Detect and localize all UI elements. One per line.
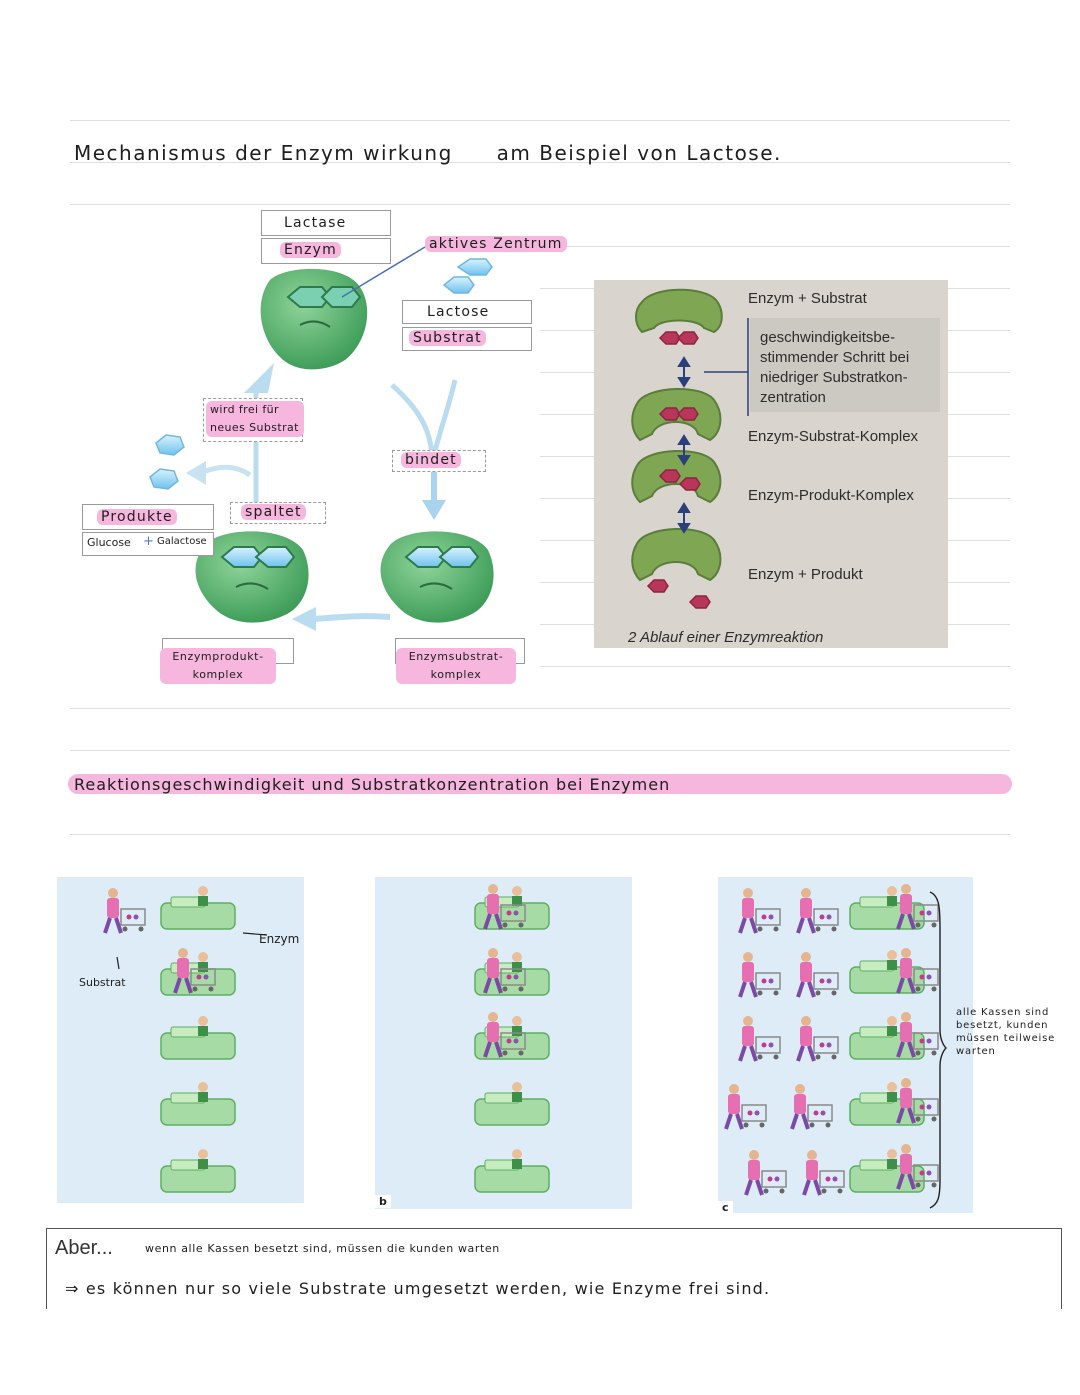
panel-a-enzyme-label: Enzym [259,932,300,946]
panel-c-letter: c [718,1201,733,1214]
panel-a [57,877,304,1203]
substrate-name: Lactose [427,304,490,320]
book-step-4: Enzym + Produkt [748,566,863,583]
book-rate-note: geschwindigkeitsbe-stimmender Schritt bei niedriger Substratkon-zentration [760,329,910,406]
section2-heading: Reaktionsgeschwindigkeit und Substratkonzentration bei Enzymen [74,775,671,794]
splits-label: spaltet [241,504,306,520]
book-step-2: Enzym-Substrat-Komplex [748,428,919,445]
title-heading: Mechanismus der Enzym wirkung [74,141,453,165]
free-label: wird frei für neues Substrat [206,401,304,437]
products-label: Produkte [97,509,177,525]
panel-a-substrate-label: Substrat [79,976,126,989]
summary-line2: ⇒ es können nur so viele Substrate umgesetzt werden, wie Enzyme frei sind. [65,1279,771,1298]
textbook-figure [594,280,948,648]
substrate-label-box [402,327,532,351]
panel-c-note: alle Kassen sind besetzt, kunden müssen teilweise warten [956,1007,1056,1057]
panel-b-letter: b [375,1195,391,1208]
binds-label: bindet [401,452,461,468]
substrate-name-box [402,300,532,324]
product-galactose: Galactose [157,536,207,547]
summary-line1: wenn alle Kassen besetzt sind, müssen die kunden warten [145,1242,500,1255]
enzyme-substrate-complex-icon [381,531,494,622]
summary-lead: Aber... [55,1237,113,1259]
splits-box [230,502,326,524]
lactose-molecule-icon [444,259,492,293]
product-plus: + [143,534,154,549]
enzyme-name-box [261,210,391,236]
substrate-complex-label: Enzymsubstrat-komplex [396,648,516,684]
summary-box [46,1228,1062,1309]
book-step-1: Enzym + Substrat [748,290,867,307]
free-box [203,398,303,442]
panel-c-bracket [928,890,948,1210]
panel-a-scene [57,877,304,1203]
panel-b-scene [375,877,632,1209]
enzyme-label: Enzym [280,242,341,258]
active-site-label: aktives Zentrum [425,236,567,252]
book-caption: 2 Ablauf einer Enzymreaktion [628,629,824,646]
binds-box [392,450,486,472]
products-box [82,504,214,530]
product-molecules-icon [150,435,184,489]
product-glucose: Glucose [87,536,131,549]
cycle-graphics [60,205,600,705]
substrate-label: Substrat [409,330,486,346]
book-step-3: Enzym-Produkt-Komplex [748,487,914,504]
title-subject: am Beispiel von Lactose. [496,141,782,165]
product-complex-label: Enzymprodukt-komplex [160,648,276,684]
products-detail-box [82,532,214,556]
enzyme-name: Lactase [284,215,347,231]
enzyme-label-box [261,238,391,264]
panel-b [375,877,632,1209]
enzyme-top-icon [261,269,368,370]
page-title [74,141,782,165]
